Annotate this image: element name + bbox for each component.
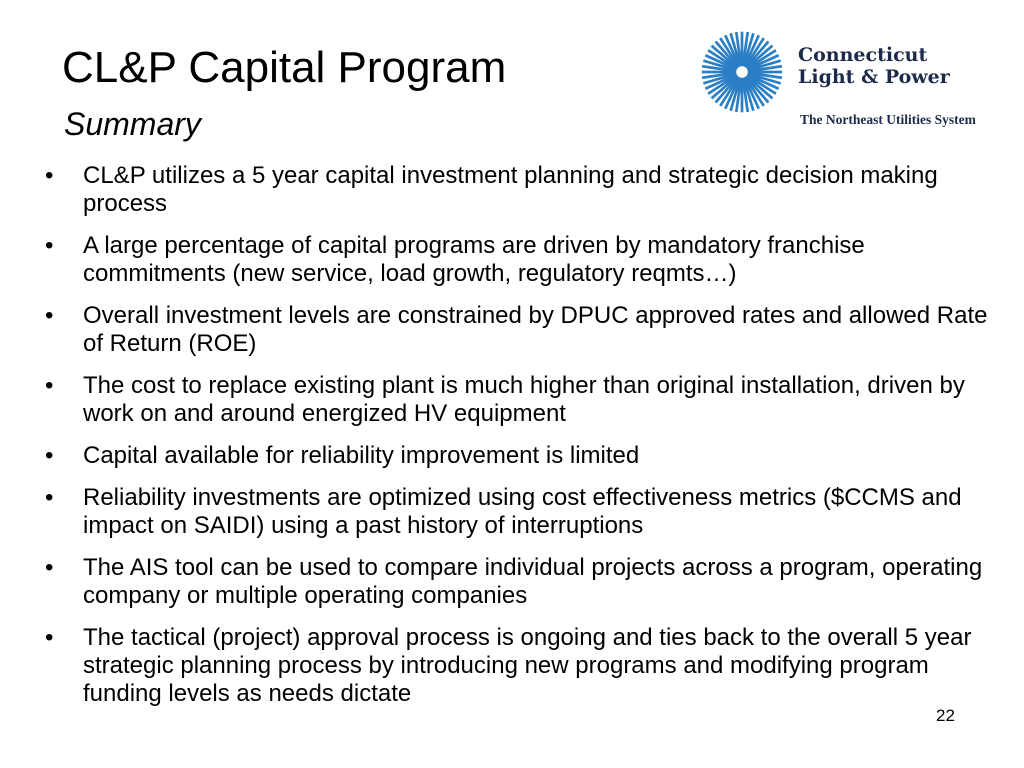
- slide-subtitle: Summary: [64, 106, 201, 142]
- bullet-item: [0, 162, 1010, 218]
- bullet-marker: •: [45, 302, 54, 329]
- logo-name-line1: Connecticut: [798, 44, 928, 66]
- sunburst-logo-icon: [700, 30, 784, 114]
- bullet-text: Overall investment levels are constrained by DPUC approved rates and allowed Rate of Return (ROE): [83, 302, 988, 357]
- bullet-marker: •: [45, 442, 54, 469]
- page-number: 22: [936, 706, 955, 725]
- bullet-item: [0, 372, 1010, 428]
- bullet-text: The tactical (project) approval process is ongoing and ties back to the overall 5 year strategic planning process by introducing new programs and modifying program funding levels as needs dictate: [83, 624, 972, 707]
- bullet-text: The AIS tool can be used to compare individual projects across a program, operating company or multiple operating companies: [83, 554, 983, 609]
- logo-tagline: The Northeast Utilities System: [800, 112, 976, 127]
- logo-company-name: [798, 44, 950, 88]
- bullet-marker: •: [45, 554, 54, 581]
- bullet-marker: •: [45, 484, 54, 511]
- slide-title: CL&P Capital Program: [62, 43, 507, 92]
- bullet-list: [0, 162, 1010, 722]
- company-logo: [700, 28, 1000, 138]
- bullet-marker: •: [45, 624, 54, 651]
- bullet-item: [0, 484, 1010, 540]
- bullet-text: CL&P utilizes a 5 year capital investment planning and strategic decision making process: [83, 162, 938, 217]
- bullet-item: [0, 624, 1010, 708]
- bullet-marker: •: [45, 232, 54, 259]
- bullet-text: The cost to replace existing plant is much higher than original installation, driven by work on and around energized HV equipment: [83, 372, 965, 427]
- bullet-marker: •: [45, 372, 54, 399]
- bullet-marker: •: [45, 162, 54, 189]
- bullet-text: A large percentage of capital programs are driven by mandatory franchise commitments (new service, load growth, regulatory reqmts…): [83, 232, 865, 287]
- bullet-text: Reliability investments are optimized using cost effectiveness metrics ($CCMS and impact on SAIDI) using a past history of interruptions: [83, 484, 962, 539]
- bullet-item: [0, 554, 1010, 610]
- bullet-item: [0, 232, 1010, 288]
- logo-name-line2: Light & Power: [798, 66, 950, 88]
- bullet-item: [0, 302, 1010, 358]
- bullet-text: Capital available for reliability improvement is limited: [83, 442, 640, 469]
- bullet-item: [0, 442, 1010, 470]
